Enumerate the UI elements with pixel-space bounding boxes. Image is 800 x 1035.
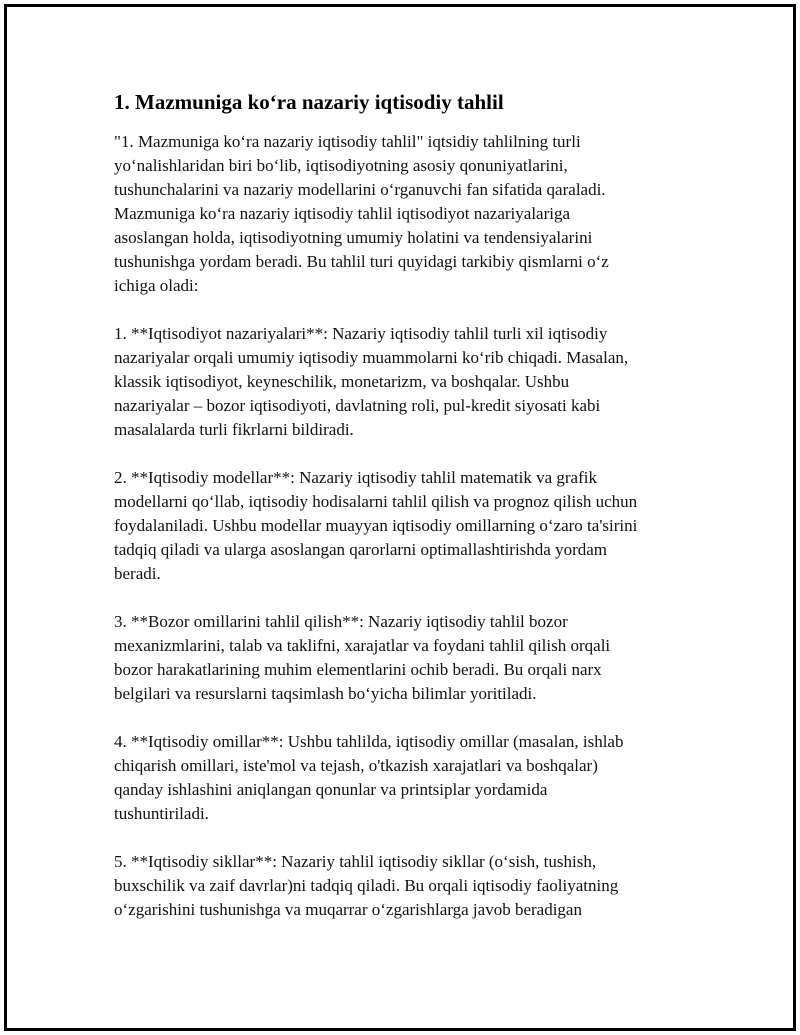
document-body: [114, 88, 704, 946]
paragraph-line: qanday ishlashini aniqlangan qonunlar va printsiplar yordamida: [114, 780, 548, 799]
list-item-market-factors: [114, 610, 704, 706]
paragraph-line: bozor harakatlarining muhim elementlarini ochib beradi. Bu orqali narx: [114, 660, 602, 679]
paragraph-line: belgilari va resurslarni taqsimlash bo‘yicha bilimlar yoritiladi.: [114, 684, 537, 703]
paragraph-line: mexanizmlarini, talab va taklifni, xarajatlar va foydani tahlil qilish orqali: [114, 636, 611, 655]
paragraph-line: Mazmuniga ko‘ra nazariy iqtisodiy tahlil iqtisodiyot nazariyalariga: [114, 204, 571, 223]
paragraph-line: yo‘nalishlaridan biri bo‘lib, iqtisodiyotning asosiy qonuniyatlarini,: [114, 156, 568, 175]
paragraph-line: tushuntiriladi.: [114, 804, 209, 823]
paragraph-line: 3. **Bozor omillarini tahlil qilish**: Nazariy iqtisodiy tahlil bozor: [114, 612, 568, 631]
list-item-cycles: [114, 850, 704, 922]
paragraph-line: buxschilik va zaif davrlar)ni tadqiq qiladi. Bu orqali iqtisodiy faoliyatning: [114, 876, 619, 895]
paragraph-line: o‘zgarishini tushunishga va muqarrar o‘zgarishlarga javob beradigan: [114, 900, 582, 919]
list-item-theories: [114, 322, 704, 442]
paragraph-line: tushunchalarini va nazariy modellarini o‘rganuvchi fan sifatida qaraladi.: [114, 180, 606, 199]
paragraph-line: masalalarda turli fikrlarni bildiradi.: [114, 420, 354, 439]
paragraph-line: "1. Mazmuniga ko‘ra nazariy iqtisodiy tahlil" iqtsidiy tahlilning turli: [114, 132, 581, 151]
intro-paragraph: [114, 130, 704, 298]
paragraph-line: ichiga oladi:: [114, 276, 199, 295]
paragraph-line: 2. **Iqtisodiy modellar**: Nazariy iqtisodiy tahlil matematik va grafik: [114, 468, 597, 487]
paragraph-line: tushunishga yordam beradi. Bu tahlil turi quyidagi tarkibiy qismlarni o‘z: [114, 252, 609, 271]
paragraph-line: asoslangan holda, iqtisodiyotning umumiy holatini va tendensiyalarini: [114, 228, 593, 247]
paragraph-line: chiqarish omillari, iste'mol va tejash, o'tkazish xarajatlari va boshqalar): [114, 756, 598, 775]
paragraph-line: beradi.: [114, 564, 161, 583]
paragraph-line: modellarni qo‘llab, iqtisodiy hodisalarni tahlil qilish va prognoz qilish uchun: [114, 492, 638, 511]
document-title: 1. Mazmuniga ko‘ra nazariy iqtisodiy tahlil: [114, 90, 504, 114]
paragraph-line: nazariyalar orqali umumiy iqtisodiy muammolarni ko‘rib chiqadi. Masalan,: [114, 348, 629, 367]
list-item-models: [114, 466, 704, 586]
list-item-economic-factors: [114, 730, 704, 826]
paragraph-line: 1. **Iqtisodiyot nazariyalari**: Nazariy iqtisodiy tahlil turli xil iqtisodiy: [114, 324, 608, 343]
paragraph-line: tadqiq qiladi va ularga asoslangan qarorlarni optimallashtirishda yordam: [114, 540, 608, 559]
paragraph-line: foydalaniladi. Ushbu modellar muayyan iqtisodiy omillarning o‘zaro ta'sirini: [114, 516, 638, 535]
paragraph-line: 5. **Iqtisodiy sikllar**: Nazariy tahlil iqtisodiy sikllar (o‘sish, tushish,: [114, 852, 597, 871]
paragraph-line: klassik iqtisodiyot, keyneschilik, monetarizm, va boshqalar. Ushbu: [114, 372, 570, 391]
paragraph-line: nazariyalar – bozor iqtisodiyoti, davlatning roli, pul-kredit siyosati kabi: [114, 396, 601, 415]
paragraph-line: 4. **Iqtisodiy omillar**: Ushbu tahlilda, iqtisodiy omillar (masalan, ishlab: [114, 732, 624, 751]
